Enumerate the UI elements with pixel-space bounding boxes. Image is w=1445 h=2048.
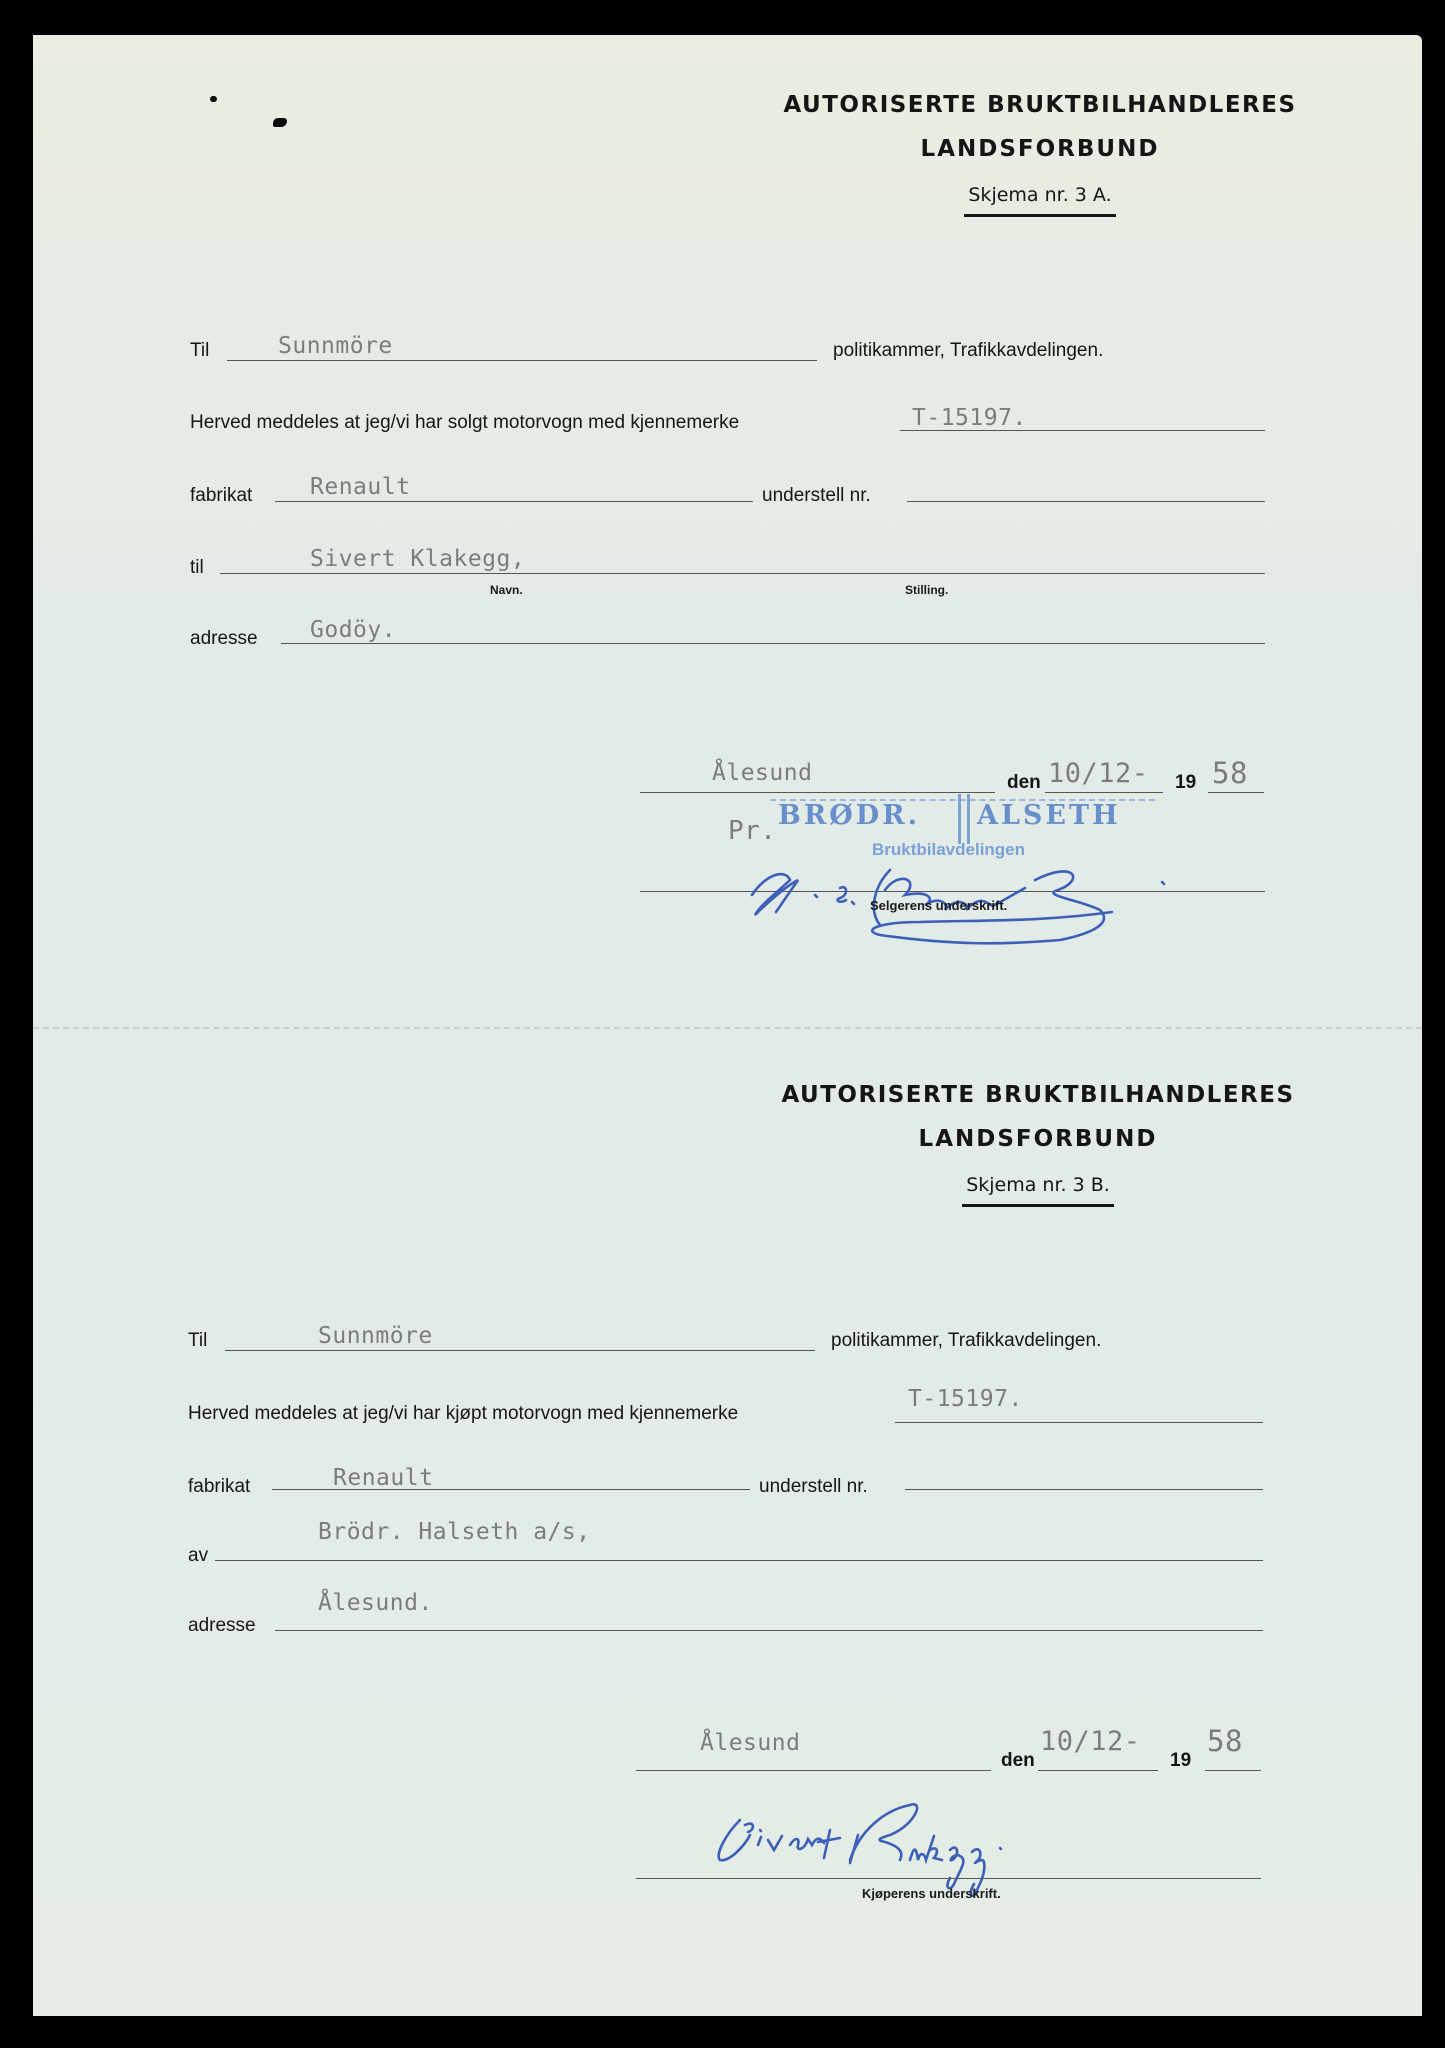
date-field-line[interactable] <box>1038 1770 1158 1771</box>
den-label: den <box>1001 1750 1035 1771</box>
place-value: Ålesund <box>700 1730 801 1756</box>
adresse-value: Ålesund. <box>318 1590 433 1616</box>
til-suffix: politikammer, Trafikkavdelingen. <box>833 340 1104 361</box>
date-value: 10/12- <box>1048 758 1149 789</box>
herved-label: Herved meddeles at jeg/vi har solgt motorvogn med kjennemerke <box>190 412 740 433</box>
org-name-line2: LANDSFORBUND <box>918 1126 1158 1152</box>
til-suffix: politikammer, Trafikkavdelingen. <box>831 1330 1102 1351</box>
party-label: av <box>188 1545 209 1566</box>
til-field-line[interactable] <box>227 360 817 361</box>
stamp-h-bar <box>967 794 970 844</box>
understell-field-line[interactable] <box>907 501 1265 502</box>
year-field-line[interactable] <box>1208 792 1264 793</box>
year-field-line[interactable] <box>1205 1770 1261 1771</box>
fabrikat-field-line[interactable] <box>272 1489 750 1490</box>
fabrikat-label: fabrikat <box>188 1476 251 1497</box>
paper-sheet <box>33 35 1422 2016</box>
til-label: Til <box>188 1330 208 1351</box>
stamp-department: Bruktbilavdelingen <box>872 840 1026 859</box>
fabrikat-value: Renault <box>333 1465 434 1491</box>
form-number: Skjema nr. 3 A. <box>964 184 1115 217</box>
form-number: Skjema nr. 3 B. <box>962 1174 1114 1207</box>
til-value: Sunnmöre <box>278 333 393 359</box>
fabrikat-value: Renault <box>310 474 411 500</box>
adresse-field-line[interactable] <box>275 1630 1263 1631</box>
fabrikat-label: fabrikat <box>190 485 253 506</box>
kjennemerke-value: T-15197. <box>908 1386 1023 1412</box>
adresse-label: adresse <box>188 1615 256 1636</box>
fabrikat-field-line[interactable] <box>275 501 753 502</box>
date-field-line[interactable] <box>1045 792 1163 793</box>
stamp-company-right: ALSETH <box>977 800 1121 831</box>
party-value: Brödr. Halseth a/s, <box>318 1519 591 1545</box>
place-value: Ålesund <box>712 760 813 786</box>
buyer-signature-line[interactable] <box>636 1878 1261 1879</box>
org-name-line1: AUTORISERTE BRUKTBILHANDLERES <box>781 1082 1295 1108</box>
adresse-field-line[interactable] <box>281 643 1265 644</box>
adresse-label: adresse <box>190 628 258 649</box>
year-prefix: 19 <box>1170 1750 1192 1771</box>
org-name-line1: AUTORISERTE BRUKTBILHANDLERES <box>783 92 1297 118</box>
party-label: til <box>190 557 204 578</box>
date-value: 10/12- <box>1040 1726 1141 1757</box>
til-field-line[interactable] <box>225 1350 815 1351</box>
adresse-value: Godöy. <box>310 617 397 643</box>
buyer-signature-caption: Kjøperens underskrift. <box>862 1886 1001 1901</box>
til-value: Sunnmöre <box>318 1323 433 1349</box>
perforation-line <box>33 1027 1422 1029</box>
seller-signature-caption: Selgerens underskrift. <box>870 898 1008 913</box>
org-name-line2: LANDSFORBUND <box>920 136 1160 162</box>
stilling-caption: Stilling. <box>905 583 949 597</box>
party-field-line[interactable] <box>215 1560 1263 1561</box>
year-value: 58 <box>1212 756 1248 790</box>
understell-field-line[interactable] <box>905 1489 1263 1490</box>
den-label: den <box>1007 772 1041 793</box>
stamp-h-bar <box>958 794 961 844</box>
kjennemerke-field-line[interactable] <box>895 1422 1263 1423</box>
year-prefix: 19 <box>1175 772 1197 793</box>
til-label: Til <box>190 340 210 361</box>
pr-label: Pr. <box>728 816 777 846</box>
place-field-line[interactable] <box>636 1770 991 1771</box>
navn-caption: Navn. <box>490 583 523 597</box>
kjennemerke-value: T-15197. <box>912 405 1027 431</box>
place-field-line[interactable] <box>640 792 995 793</box>
party-field-line[interactable] <box>220 573 1265 574</box>
herved-label: Herved meddeles at jeg/vi har kjøpt motorvogn med kjennemerke <box>188 1403 739 1424</box>
stamp-company-left: BRØDR. <box>778 800 921 831</box>
year-value: 58 <box>1207 1724 1243 1758</box>
punch-mark <box>210 96 217 102</box>
kjennemerke-field-line[interactable] <box>900 430 1265 431</box>
understell-label: understell nr. <box>759 1476 868 1497</box>
understell-label: understell nr. <box>762 485 871 506</box>
party-value: Sivert Klakegg, <box>310 546 526 572</box>
